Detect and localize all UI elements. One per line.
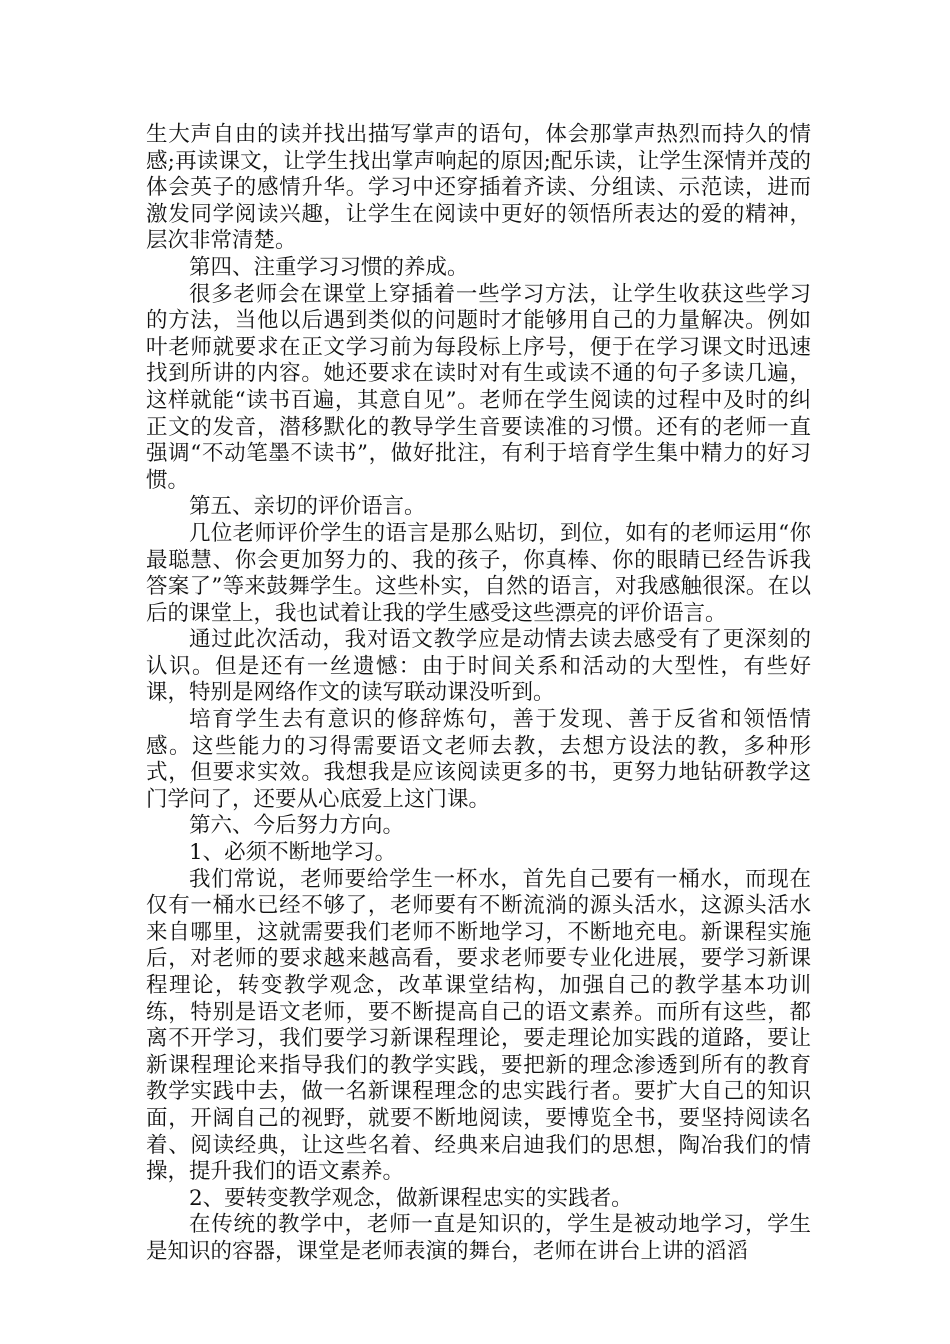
subheading-2: 2、要转变教学观念，做新课程忠实的实践者。: [189, 1185, 633, 1211]
subheading-1: 1、必须不断地学习。: [189, 840, 397, 866]
paragraph: 几位老师评价学生的语言是那么贴切，到位，如有的老师运用“你最聪慧、你会更加努力的、我的孩子，你真棒、你的眼睛已经告诉我答案了”等来鼓舞学生。这些朴实，自然的语言，对我感触很深。在以后的课堂上，我也试着让我的学生感受这些漂亮的评价语言。: [146, 520, 811, 626]
paragraph-continuation: 生大声自由的读并找出描写掌声的语句，体会那掌声热烈而持久的情感;再读课文，让学生找出掌声响起的原因;配乐读，让学生深情并茂的体会英子的感情升华。学习中还穿插着齐读、分组读、示范读，进而激发同学阅读兴趣，让学生在阅读中更好的领悟所表达的爱的精神，层次非常清楚。: [146, 122, 811, 254]
section-heading-fifth: 第五、亲切的评价语言。: [189, 494, 426, 520]
paragraph: 培育学生去有意识的修辞炼句，善于发现、善于反省和领悟情感。这些能力的习得需要语文老师去教，去想方设法的教，多种形式，但要求实效。我想我是应该阅读更多的书，更努力地钻研教学这门学问了，还要从心底爱上这门课。: [146, 707, 811, 812]
paragraph: 通过此次活动，我对语文教学应是动情去读去感受有了更深刻的认识。但是还有一丝遗憾：由于时间关系和活动的大型性，有些好课，特别是网络作文的读写联动课没听到。: [146, 627, 811, 706]
section-heading-sixth: 第六、今后努力方向。: [189, 813, 405, 839]
paragraph: 我们常说，老师要给学生一杯水，首先自己要有一桶水，而现在仅有一桶水已经不够了，老师要有不断流淌的源头活水，这源头活水来自哪里，这就需要我们老师不断地学习，不断地充电。新课程实施后，对老师的要求越来越高看，要求老师要专业化进展，要学习新课程理论，转变教学观念，改革课堂结构，加强自己的教学基本功训练，特别是语文老师，要不断提高自己的语文素养。而所有这些，都离不开学习，我们要学习新课程理论，要走理论加实践的道路，要让新课程理论来指导我们的教学实践，要把新的理念渗透到所有的教育教学实践中去，做一名新课程理念的忠实践行者。要扩大自己的知识面，开阔自己的视野，就要不断地阅读，要博览全书，要坚持阅读名着、阅读经典，让这些名着、经典来启迪我们的思想，陶冶我们的情操，提升我们的语文素养。: [146, 866, 811, 1185]
paragraph: 很多老师会在课堂上穿插着一些学习方法，让学生收获这些学习的方法，当他以后遇到类似的问题时才能够用自己的力量解决。例如叶老师就要求在正文学习前为每段标上序号，便于在学习课文时迅速找到所讲的内容。她还要求在读时对有生或读不通的句子多读几遍，这样就能“读书百遍，其意自见”。老师在学生阅读的过程中及时的纠正文的发音，潜移默化的教导学生音要读准的习惯。还有的老师一直强调“不动笔墨不读书”，做好批注，有利于培育学生集中精力的好习惯。: [146, 281, 811, 493]
paragraph-truncated: 在传统的教学中，老师一直是知识的，学生是被动地学习，学生是知识的容器，课堂是老师表演的舞台，老师在讲台上讲的滔滔: [146, 1212, 811, 1264]
section-heading-fourth: 第四、注重学习习惯的养成。: [189, 254, 469, 280]
document-body: [146, 122, 811, 1266]
